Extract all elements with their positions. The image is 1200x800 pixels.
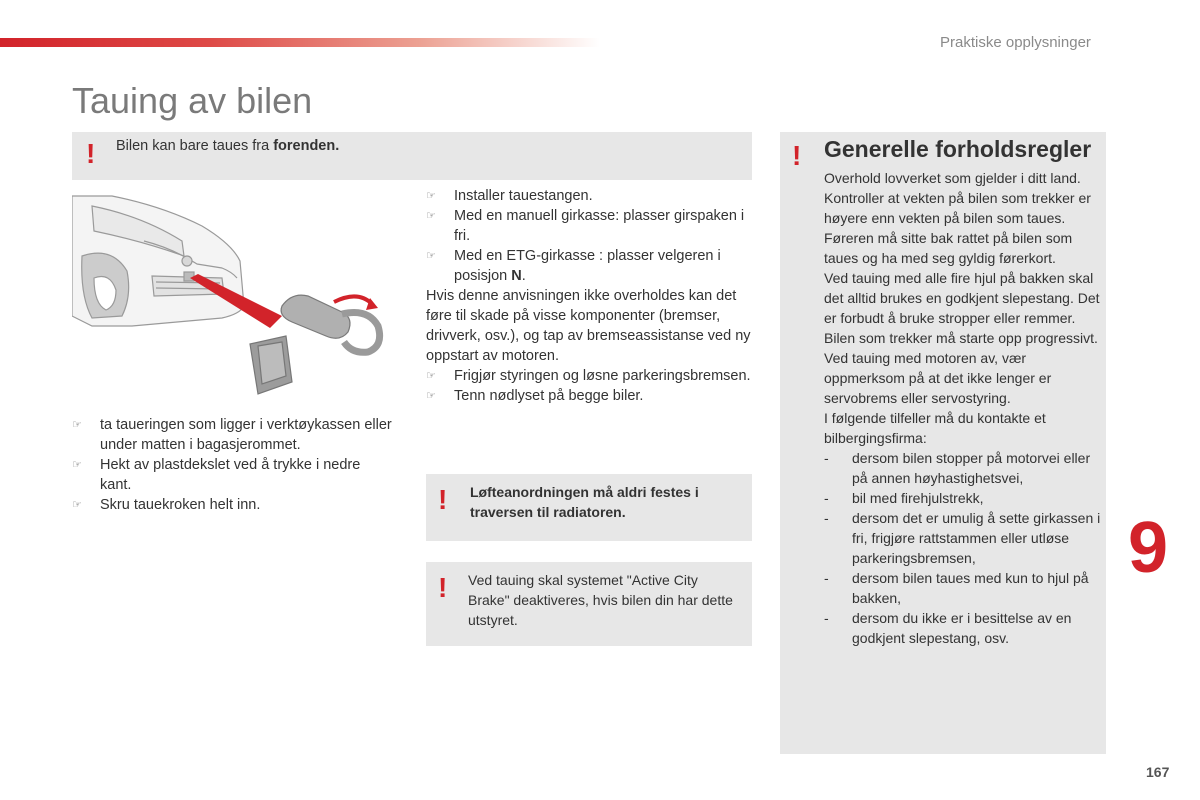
warning-text: Løfteanordningen må aldri festes i traversen til radiatoren. bbox=[470, 484, 699, 520]
paragraph: Føreren må sitte bak rattet på bilen som taues og ha med seg gyldig førerkort. bbox=[824, 230, 1073, 266]
cover-icon bbox=[250, 336, 292, 394]
warning-note-text: Hvis denne anvisningen ikke overholdes kan det føre til skade på visse komponenter (bremser, drivverk, osv.), og tap av bremseassistanse ved ny oppstart av motoren. bbox=[426, 288, 751, 364]
section-title: Praktiske opplysninger bbox=[940, 34, 1091, 51]
warning-box-city-brake bbox=[426, 562, 752, 646]
warning-text: Bilen kan bare taues fra forenden. bbox=[116, 138, 340, 154]
header-accent-bar bbox=[0, 38, 600, 47]
paragraph: Ved tauing med alle fire hjul på bakken skal det alltid brukes en godkjent slepestang. Det er forbudt å bruke stropper eller remmer. bbox=[824, 270, 1100, 326]
dash-bullet: - bbox=[824, 570, 829, 586]
page-number: 167 bbox=[1146, 764, 1170, 780]
warning-box-front-only bbox=[72, 132, 752, 180]
tow-hook-icon bbox=[281, 295, 380, 352]
list-item: ☞ Frigjør styringen og løsne parkeringsbremsen. bbox=[426, 368, 751, 384]
warning-icon: ! bbox=[438, 484, 448, 515]
warning-icon: ! bbox=[438, 572, 448, 603]
list-item: ☞ Hekt av plastdekslet ved å trykke i nedre kant. bbox=[72, 457, 361, 493]
list-item: - dersom bilen stopper på motorvei eller på annen høyhastighetsvei, bbox=[824, 450, 1091, 486]
list-item: ☞ Med en manuell girkasse: plasser girspaken i fri. bbox=[426, 208, 745, 244]
list-item: ☞ Skru tauekroken helt inn. bbox=[72, 497, 261, 513]
dash-bullet: - bbox=[824, 490, 829, 506]
towing-illustration bbox=[72, 186, 402, 408]
illustration-svg bbox=[72, 186, 402, 408]
list-item: - dersom bilen taues med kun to hjul på bakken, bbox=[824, 570, 1089, 606]
left-steps-list bbox=[72, 415, 392, 515]
bullet-hand-icon: ☞ bbox=[426, 210, 436, 222]
list-item: - bil med firehjulstrekk, bbox=[824, 490, 984, 506]
general-precautions-box bbox=[780, 132, 1106, 754]
list-item: - dersom du ikke er i besittelse av en godkjent slepestang, osv. bbox=[824, 610, 1072, 646]
warning-text: Ved tauing skal systemet "Active City Brake" deaktiveres, hvis bilen din har dette utstyret. bbox=[468, 572, 733, 628]
bullet-hand-icon: ☞ bbox=[426, 250, 436, 262]
bullet-hand-icon: ☞ bbox=[426, 390, 436, 402]
bullet-hand-icon: ☞ bbox=[426, 190, 436, 202]
paragraph: Ved tauing med motoren av, vær oppmerksom på at det ikke lenger er servobrems eller servostyring. bbox=[824, 350, 1052, 406]
list-item: ☞ ta taueringen som ligger i verktøykassen eller under matten i bagasjerommet. bbox=[72, 417, 392, 453]
bullet-hand-icon: ☞ bbox=[72, 459, 82, 471]
warning-box-lift bbox=[426, 474, 752, 541]
car-front-icon bbox=[72, 196, 244, 326]
bullet-hand-icon: ☞ bbox=[426, 370, 436, 382]
general-body bbox=[824, 168, 1102, 648]
paragraph: Overhold lovverket som gjelder i ditt land. bbox=[824, 170, 1081, 186]
bullet-hand-icon: ☞ bbox=[72, 419, 82, 431]
dash-bullet: - bbox=[824, 510, 829, 526]
bullet-hand-icon: ☞ bbox=[72, 499, 82, 511]
dash-bullet: - bbox=[824, 450, 829, 466]
list-item: - dersom det er umulig å sette girkassen i fri, frigjøre rattstammen eller utløse parkeringsbremsen, bbox=[824, 510, 1101, 566]
page-title: Tauing av bilen bbox=[72, 80, 313, 121]
general-title: Generelle forholdsregler bbox=[824, 136, 1092, 162]
list-item: ☞ Installer tauestangen. bbox=[426, 188, 593, 204]
paragraph: Bilen som trekker må starte opp progressivt. bbox=[824, 330, 1098, 346]
list-item: ☞ Med en ETG-girkasse : plasser velgeren i posisjon N. bbox=[426, 248, 721, 284]
middle-steps bbox=[426, 186, 752, 406]
warning-icon: ! bbox=[792, 140, 802, 171]
warning-icon: ! bbox=[86, 138, 96, 169]
dash-bullet: - bbox=[824, 610, 829, 626]
paragraph: Kontroller at vekten på bilen som trekker er høyere enn vekten på bilen som taues. bbox=[824, 190, 1091, 226]
chapter-number: 9 bbox=[1128, 508, 1169, 588]
paragraph: I følgende tilfeller må du kontakte et bilbergingsfirma: bbox=[824, 410, 1046, 446]
list-item: ☞ Tenn nødlyset på begge biler. bbox=[426, 388, 644, 404]
